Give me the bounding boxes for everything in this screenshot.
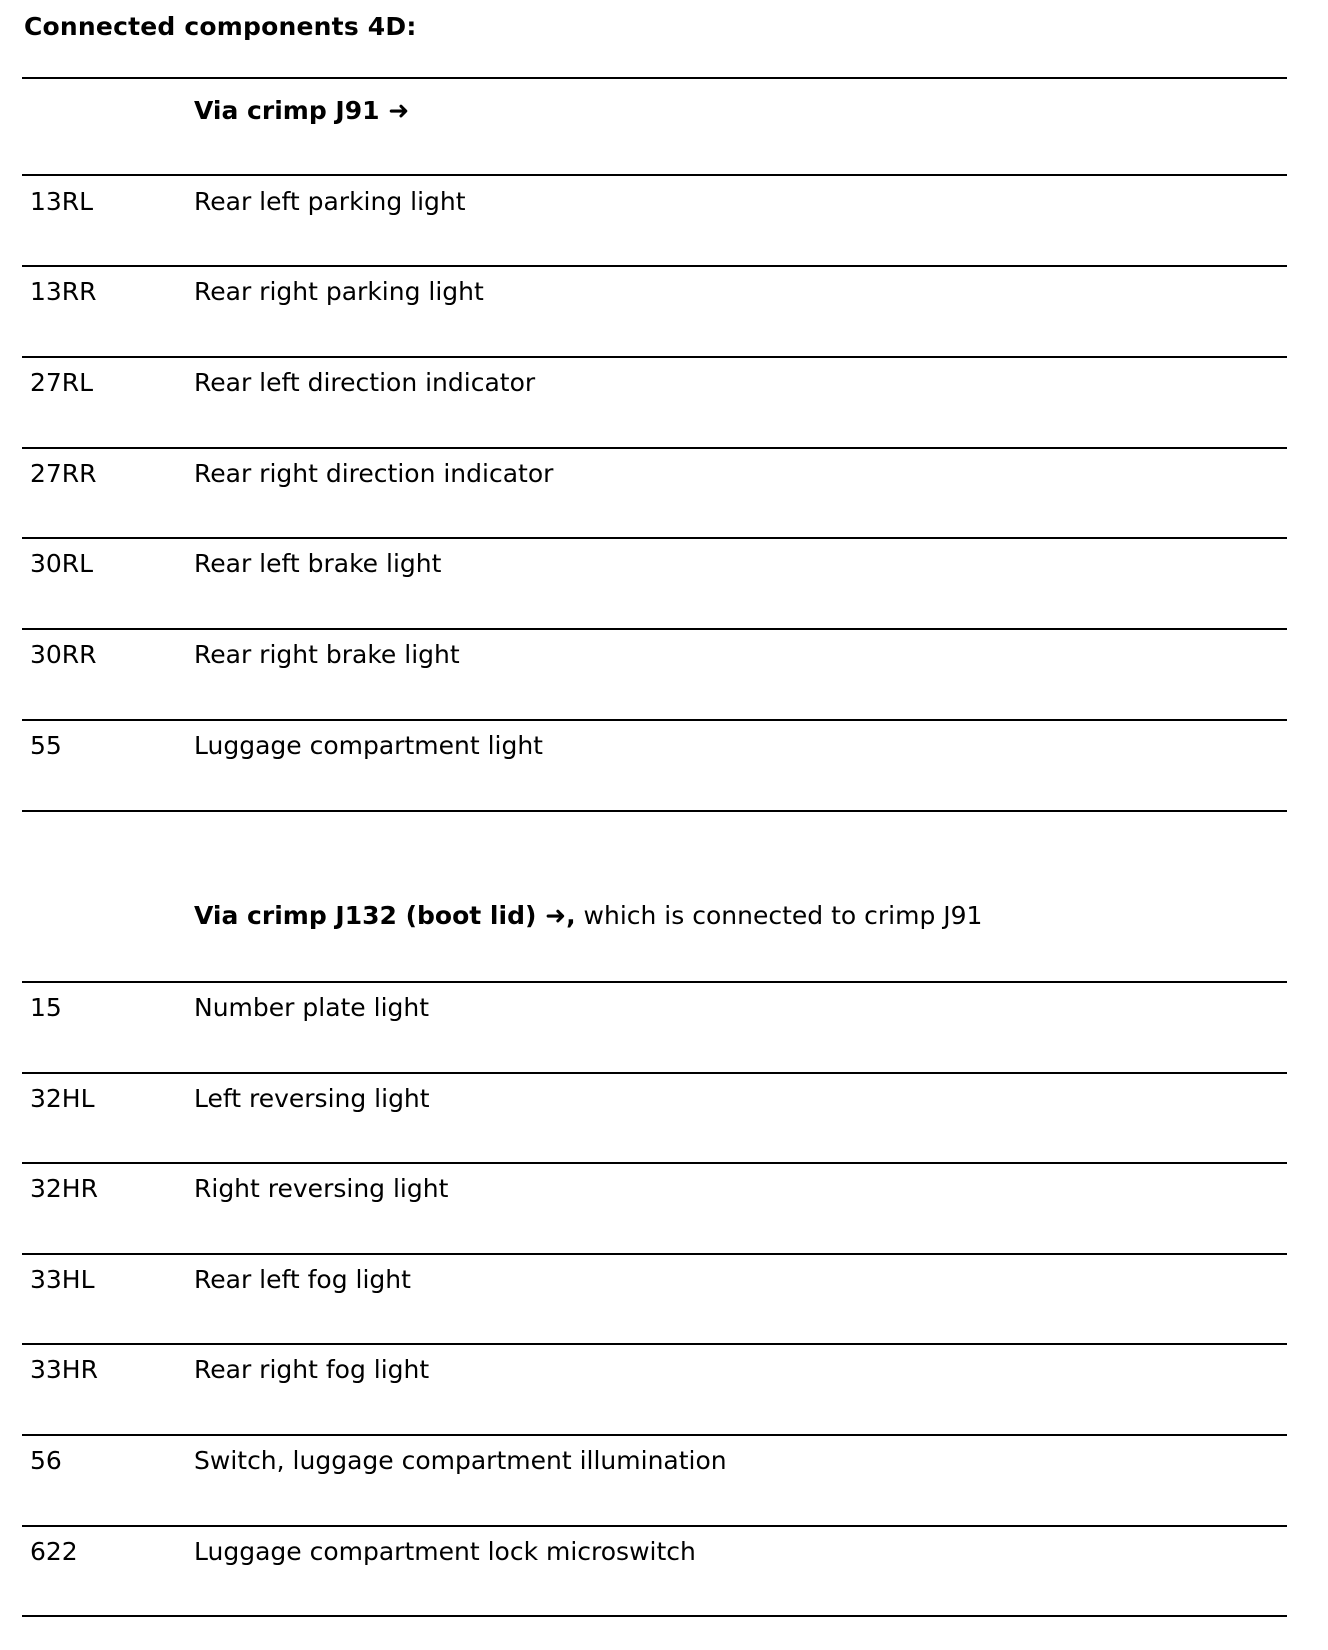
divider bbox=[22, 537, 1287, 539]
divider bbox=[22, 1434, 1287, 1436]
page-title: Connected components 4D: bbox=[24, 12, 417, 41]
component-description: Rear right brake light bbox=[194, 640, 460, 669]
component-description: Luggage compartment light bbox=[194, 731, 543, 760]
section-heading bbox=[194, 96, 409, 125]
component-description: Rear left direction indicator bbox=[194, 368, 536, 397]
component-code: 32HL bbox=[30, 1084, 95, 1113]
divider bbox=[22, 1253, 1287, 1255]
component-code: 27RL bbox=[30, 368, 94, 397]
divider bbox=[22, 810, 1287, 812]
component-code: 27RR bbox=[30, 459, 97, 488]
divider bbox=[22, 77, 1287, 79]
component-description: Rear right parking light bbox=[194, 277, 484, 306]
component-code: 30RL bbox=[30, 549, 94, 578]
divider bbox=[22, 628, 1287, 630]
divider bbox=[22, 1162, 1287, 1164]
component-code: 55 bbox=[30, 731, 62, 760]
divider bbox=[22, 447, 1287, 449]
divider bbox=[22, 174, 1287, 176]
component-description: Rear right direction indicator bbox=[194, 459, 554, 488]
divider bbox=[22, 356, 1287, 358]
component-code: 13RL bbox=[30, 187, 94, 216]
section-heading-text: Via crimp J132 (boot lid) bbox=[194, 901, 537, 930]
component-code: 32HR bbox=[30, 1174, 98, 1203]
component-code: 13RR bbox=[30, 277, 97, 306]
divider bbox=[22, 1343, 1287, 1345]
component-description: Number plate light bbox=[194, 993, 430, 1022]
component-description: Rear left brake light bbox=[194, 549, 442, 578]
component-code: 30RR bbox=[30, 640, 97, 669]
component-description: Luggage compartment lock microswitch bbox=[194, 1537, 696, 1566]
component-code: 33HL bbox=[30, 1265, 95, 1294]
component-description: Right reversing light bbox=[194, 1174, 449, 1203]
divider bbox=[22, 1525, 1287, 1527]
section-heading-text: Via crimp J91 bbox=[194, 96, 380, 125]
component-description: Rear left fog light bbox=[194, 1265, 411, 1294]
component-code: 15 bbox=[30, 993, 62, 1022]
component-description: Rear right fog light bbox=[194, 1355, 430, 1384]
divider bbox=[22, 265, 1287, 267]
arrow-right-icon: ➜ bbox=[388, 96, 410, 125]
section-heading-suffix: which is connected to crimp J91 bbox=[575, 901, 983, 930]
component-code: 33HR bbox=[30, 1355, 98, 1384]
divider bbox=[22, 1072, 1287, 1074]
component-description: Rear left parking light bbox=[194, 187, 466, 216]
section-heading bbox=[194, 901, 982, 930]
divider bbox=[22, 981, 1287, 983]
divider bbox=[22, 1615, 1287, 1617]
component-code: 622 bbox=[30, 1537, 78, 1566]
divider bbox=[22, 719, 1287, 721]
component-description: Left reversing light bbox=[194, 1084, 430, 1113]
section-heading-comma: , bbox=[566, 901, 576, 930]
arrow-right-icon: ➜ bbox=[545, 901, 567, 930]
component-description: Switch, luggage compartment illumination bbox=[194, 1446, 727, 1475]
component-code: 56 bbox=[30, 1446, 62, 1475]
